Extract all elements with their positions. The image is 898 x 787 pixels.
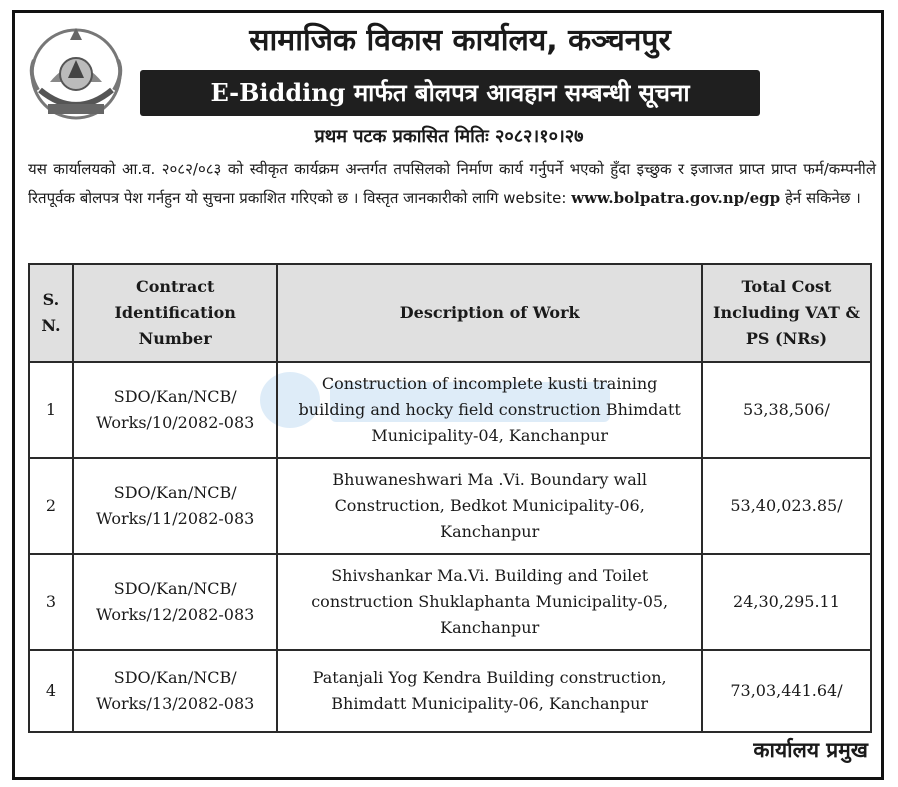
cell-sn: 3 <box>29 554 73 650</box>
intro-tail: हेर्न सकिनेछ । <box>784 189 861 207</box>
cell-description: Bhuwaneshwari Ma .Vi. Boundary wall Construction, Bedkot Municipality-06, Kanchanpur <box>277 458 702 554</box>
header-contract-id: Contract Identification Number <box>73 264 278 362</box>
cell-cost: 53,40,023.85/ <box>702 458 871 554</box>
notice-banner <box>140 70 760 116</box>
cell-description: Shivshankar Ma.Vi. Building and Toilet construction Shuklaphanta Municipality-05, Kanchanpur <box>277 554 702 650</box>
cell-sn: 4 <box>29 650 73 732</box>
table-row <box>29 554 871 650</box>
banner-ebidding: E-Bidding <box>210 78 346 107</box>
website-link[interactable]: www.bolpatra.gov.np/egp <box>571 189 781 207</box>
cell-cost: 73,03,441.64/ <box>702 650 871 732</box>
cell-description: Patanjali Yog Kendra Building construction, Bhimdatt Municipality-06, Kanchanpur <box>277 650 702 732</box>
header-description: Description of Work <box>277 264 702 362</box>
intro-paragraph <box>28 155 876 213</box>
table-row <box>29 458 871 554</box>
cell-contract-id: SDO/Kan/NCB/ Works/12/2082-083 <box>73 554 278 650</box>
publish-date: प्रथम पटक प्रकासित मितिः २०८२।१०।२७ <box>314 126 584 147</box>
cell-contract-id: SDO/Kan/NCB/ Works/10/2082-083 <box>73 362 278 458</box>
nepal-government-emblem-icon <box>20 20 132 126</box>
cell-sn: 1 <box>29 362 73 458</box>
table-row <box>29 650 871 732</box>
cell-sn: 2 <box>29 458 73 554</box>
banner-title: मार्फत बोलपत्र आवहान सम्बन्धी सूचना <box>353 79 690 107</box>
cell-contract-id: SDO/Kan/NCB/ Works/11/2082-083 <box>73 458 278 554</box>
table-header-row <box>29 264 871 362</box>
cell-cost: 24,30,295.11 <box>702 554 871 650</box>
cell-description: Construction of incomplete kusti training building and hocky field construction Bhimdatt Municipality-04, Kanchanpur <box>277 362 702 458</box>
intro-text: यस कार्यालयको आ.व. २०८२/०८३ को स्वीकृत कार्यक्रम अन्तर्गत तपसिलको निर्माण कार्य गर्नुपर्ने भएको हुँदा इच्छुक र इजाजत प्राप्त प्राप्त फर्म/कम्पनीले रितपूर्वक बोलपत्र पेश गर्नहुन यो सुचना प्रकाशित गरिएको छ । विस्तृत जानकारीको लागि website: <box>28 160 876 207</box>
office-title: सामाजिक विकास कार्यालय, कञ्चनपुर <box>249 23 671 58</box>
header-sn: S. N. <box>29 264 73 362</box>
office-chief-signature: कार्यालय प्रमुख <box>753 738 868 762</box>
table-row <box>29 362 871 458</box>
works-table <box>28 263 872 733</box>
cell-contract-id: SDO/Kan/NCB/ Works/13/2082-083 <box>73 650 278 732</box>
header-cost: Total Cost Including VAT & PS (NRs) <box>702 264 871 362</box>
cell-cost: 53,38,506/ <box>702 362 871 458</box>
